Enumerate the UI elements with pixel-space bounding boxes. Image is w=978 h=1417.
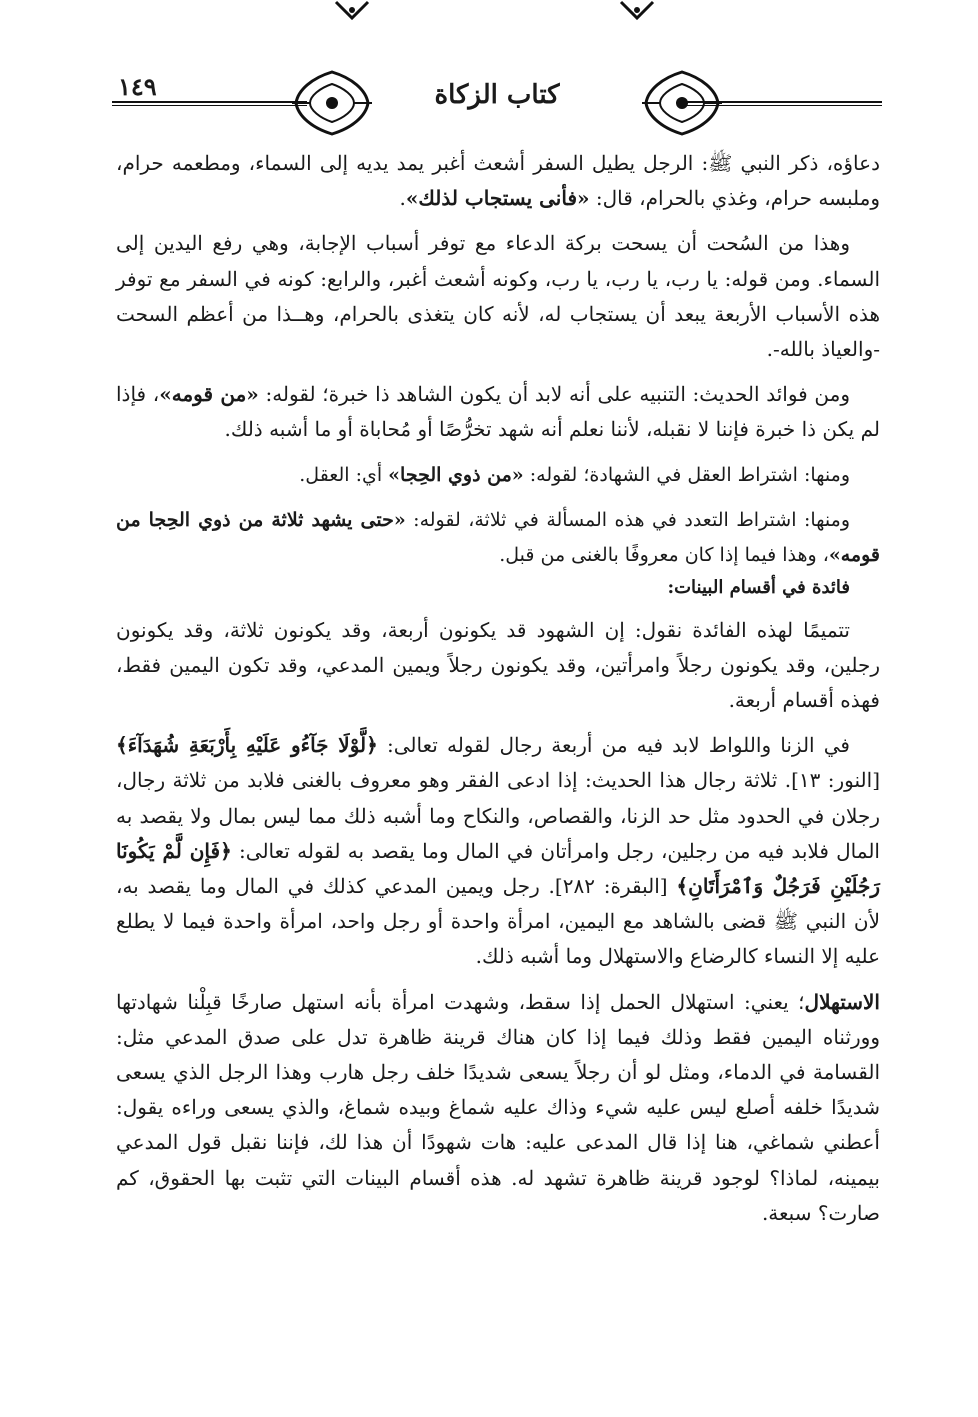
text-run: ، فإذا لم يكن ذا خبرة فإننا لا نقبله، لأننا نعلم أنه شهد تخرُّصًا أو مُحاباة أو ما أشبه ذلك. — [116, 382, 880, 442]
bold-text-run: «من ذوي الحِجا» — [388, 463, 524, 486]
chapter-title: كتاب الزكاة — [434, 80, 560, 110]
paragraph — [116, 458, 880, 493]
bold-text-run: «حتى يشهد ثلاثة من ذوي الحِجا من قومه» — [116, 508, 880, 566]
paragraph — [116, 985, 880, 1231]
ornament-top-right-icon — [617, 0, 657, 22]
paragraph — [116, 226, 880, 367]
ornament-right-icon — [642, 68, 722, 138]
bold-text-run: «فأنى يستجاب لذلك» — [405, 186, 590, 211]
bold-text-run: ﴿لَّوْلَا جَآءُو عَلَيْهِ بِأَرْبَعَةِ شُهَدَآءَ﴾ — [116, 733, 378, 758]
text-run: وهذا من السُحت أن يسحت بركة الدعاء مع توفر أسباب الإجابة، وهي رفع اليدين إلى السماء. ومن قوله: يا رب، يا رب، يا رب، وكونه أشعث أغبر، والرابع: كونه في السفر مع توفر هذه الأسباب الأربعة يبعد أن يستجاب له، لأنه كان يتغذى بالحرام، وهــذا من أعظم السحت -والعياذ بالله-. — [116, 231, 880, 362]
text-run: ومنها: اشتراط التعدد في هذه المسألة في ثلاثة، لقوله: — [405, 508, 850, 531]
paragraph — [116, 613, 880, 719]
page-header — [112, 0, 882, 140]
paragraph — [116, 728, 880, 974]
paragraph — [116, 146, 880, 216]
text-run: تتميمًا لهذه الفائدة نقول: إن الشهود قد يكونون أربعة، وقد يكونون ثلاثة، وقد يكونون رجلين، وقد يكونون رجلاً وامرأتين، وقد يكونون رجلاً ويمين المدعي، وقد تكون اليمين فقط، فهذه أقسام أربعة. — [116, 617, 880, 713]
section-subheading — [116, 573, 880, 603]
text-run: ، وهذا فيما إذا كان معروفًا بالغنى من قبل. — [499, 543, 829, 566]
paragraph — [116, 377, 880, 447]
text-run: [البقرة: ٢٨٢]. رجل ويمين المدعي كذلك في المال وما يقصد به، لأن النبي ﷺ قضى بالشاهد مع اليمين، امرأة واحدة أو رجل واحد، امرأة واحدة فيما لا يطلع عليه إلا النساء كالرضاع والاستهلال وما أشبه ذلك. — [116, 874, 880, 969]
bold-text-run: الاستهلال — [804, 989, 880, 1014]
text-run: . — [399, 186, 406, 211]
text-run: دعاؤه، ذكر النبي ﷺ: الرجل يطيل السفر أشعث أغبر يمد يديه إلى السماء، ومطعمه حرام، وملبسه حرام، وغذي بالحرام، قال: — [116, 151, 880, 211]
text-run: ومن فوائد الحديث: التنبيه على أنه لابد أن يكون الشاهد ذا خبرة؛ لقوله: — [258, 382, 850, 407]
text-run: ؛ يعني: استهلال الحمل إذا سقط، وشهدت امرأة بأنه استهل صارخًا قبِلْنا شهادتها وورثناه اليمين فقط وذلك فيما إذا كان هناك قرينة ظاهرة تدل على صدق المدعي مثل: القسامة في الدماء، ومثل لو أن رجلاً يسعى شديدًا خلف رجل هارب وهذا الرجل الذي يسعى شديدًا خلفه أصلع ليس عليه شيء وذاك عليه شماغ وبيده شماغ، والذي يسعى وراءه يقول: أعطني شماغي، هنا إذا قال المدعى عليه: هات شهودًا أن هذا لك، فإننا نقبل قول المدعي بيمينه، لماذا؟ لوجود قرينة ظاهرة تشهد له. هذه أقسام البينات التي تثبت بها الحقوق، كم صارت؟ سبعة. — [116, 989, 880, 1225]
bold-text-run: «من قومه» — [159, 382, 259, 407]
text-run: أي: العقل. — [299, 463, 389, 486]
page-number: ١٤٩ — [118, 72, 157, 101]
text-run: في الزنا واللواط لابد فيه من أربعة رجال لقوله تعالى: — [377, 733, 850, 758]
bold-text-run: ﴿فَإِن لَّمْ يَكُونَا رَجُلَيْنِ فَرَجُلٌ وَٱمْرَأَتَانِ﴾ — [116, 838, 880, 899]
ornament-left-icon — [292, 68, 372, 138]
page-body — [116, 146, 880, 1231]
text-run: [النور: ١٣]. ثلاثة رجال هذا الحديث: إذا ادعى الفقر وهو معروف بالغنى فلابد من ثلاثة رجال، رجلان في الحدود مثل حد الزنا، والقصاص، والنكاح وما أشبه ذلك مما ليس بمال ولا يقصد به المال فلابد فيه من رجلين، رجل وامرأتان في المال وما يقصد به لقوله تعالى: — [116, 768, 880, 863]
paragraph — [116, 503, 880, 573]
bold-text-run: فائدة في أقسام البينات: — [667, 576, 850, 598]
text-run: ومنها: اشتراط العقل في الشهادة؛ لقوله: — [523, 463, 850, 486]
ornament-top-left-icon — [332, 0, 372, 22]
header-rule-left — [112, 101, 307, 106]
